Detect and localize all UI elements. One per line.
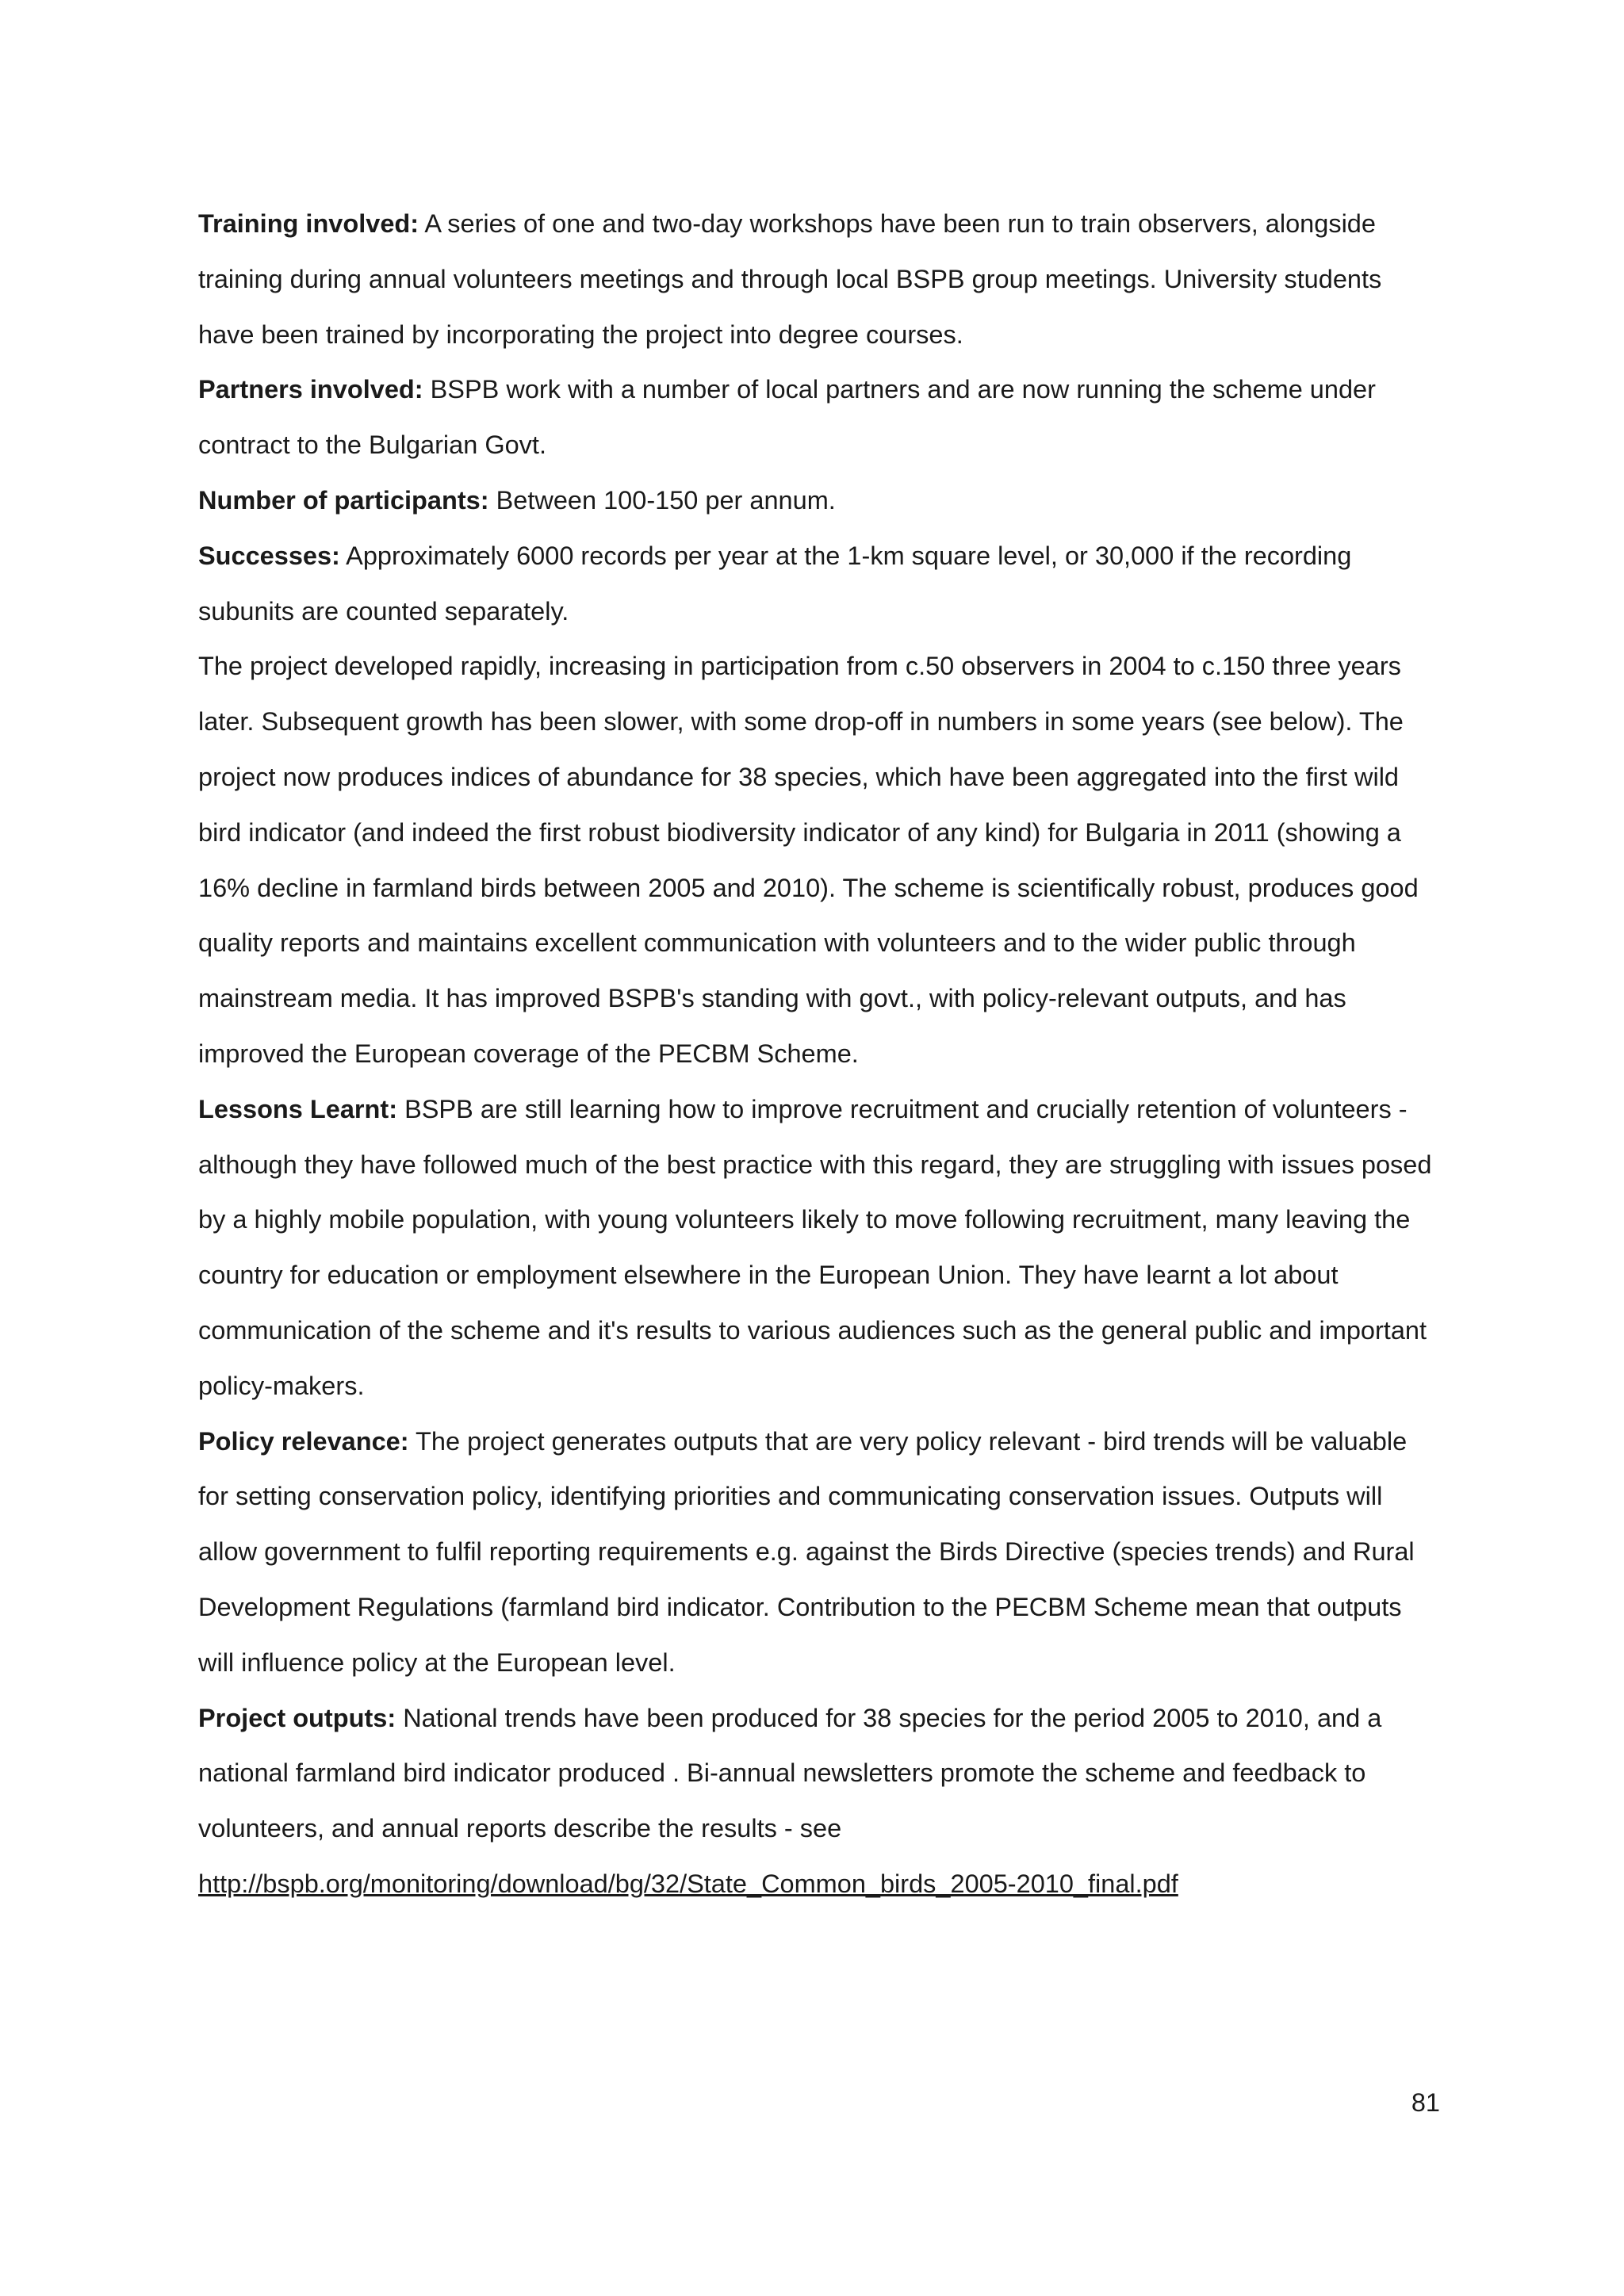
training-text: A series of one and two-day workshops have been run to train observers, alongside training during annual volunteers meetings and through local BSPB group meetings. University students have been trained by incorporating the project into degree courses.: [198, 209, 1382, 349]
successes-text: Approximately 6000 records per year at the 1-km square level, or 30,000 if the recording subunits are counted separately.: [198, 541, 1352, 626]
successes-paragraph: [198, 529, 1443, 640]
policy-text: The project generates outputs that are very policy relevant - bird trends will be valuable for setting conservation policy, identifying priorities and communicating conservation issues. Outputs will allow government to fulfil reporting requirements e.g. against the Birds Directive (species trends) and Rural Development Regulations (farmland bird indicator. Contribution to the PECBM Scheme mean that outputs will influence policy at the European level.: [198, 1426, 1415, 1677]
successes-label: Successes:: [198, 541, 340, 570]
lessons-text: BSPB are still learning how to improve recruitment and crucially retention of volunteers - although they have followed much of the best practice with this regard, they are struggling with issues posed by a highly mobile population, with young volunteers likely to move following recruitment, many leaving the country for education or employment elsewhere in the European Union. They have learnt a lot about communication of the scheme and it's results to various audiences such as the general public and important policy-makers.: [198, 1094, 1432, 1400]
outputs-text: National trends have been produced for 38 species for the period 2005 to 2010, and a national farmland bird indicator produced . Bi-annual newsletters promote the scheme and feedback to volunteers, and annual reports describe the results - see: [198, 1703, 1382, 1843]
body-text: [198, 197, 1443, 1912]
lessons-paragraph: [198, 1082, 1443, 1414]
policy-label: Policy relevance:: [198, 1426, 409, 1456]
partners-label: Partners involved:: [198, 375, 423, 404]
participants-text: Between 100-150 per annum.: [496, 485, 836, 515]
participants-paragraph: [198, 473, 1443, 529]
lessons-label: Lessons Learnt:: [198, 1094, 398, 1123]
training-label: Training involved:: [198, 209, 419, 238]
partners-text: BSPB work with a number of local partners and are now running the scheme under contract to the Bulgarian Govt.: [198, 375, 1376, 460]
outputs-label: Project outputs:: [198, 1703, 396, 1732]
outputs-paragraph: [198, 1691, 1443, 1857]
participants-label: Number of participants:: [198, 485, 489, 515]
successes-detail-paragraph: The project developed rapidly, increasing in participation from c.50 observers in 2004 to c.150 three years later. Subsequent growth has been slower, with some drop-off in numbers in some years (see below). The project now produces indices of abundance for 38 species, which have been aggregated into the first wild bird indicator (and indeed the first robust biodiversity indicator of any kind) for Bulgaria in 2011 (showing a 16% decline in farmland birds between 2005 and 2010). The scheme is scientifically robust, produces good quality reports and maintains excellent communication with volunteers and to the wider public through mainstream media. It has improved BSPB's standing with govt., with policy-relevant outputs, and has improved the European coverage of the PECBM Scheme.: [198, 652, 1419, 1068]
report-link[interactable]: http://bspb.org/monitoring/download/bg/32/State_Common_birds_2005-2010_final.pdf: [198, 1869, 1178, 1898]
partners-paragraph: [198, 362, 1443, 473]
outputs-link-paragraph: [198, 1857, 1443, 1912]
training-paragraph: [198, 197, 1443, 362]
page-number: 81: [1411, 2088, 1440, 2117]
policy-paragraph: [198, 1414, 1443, 1691]
